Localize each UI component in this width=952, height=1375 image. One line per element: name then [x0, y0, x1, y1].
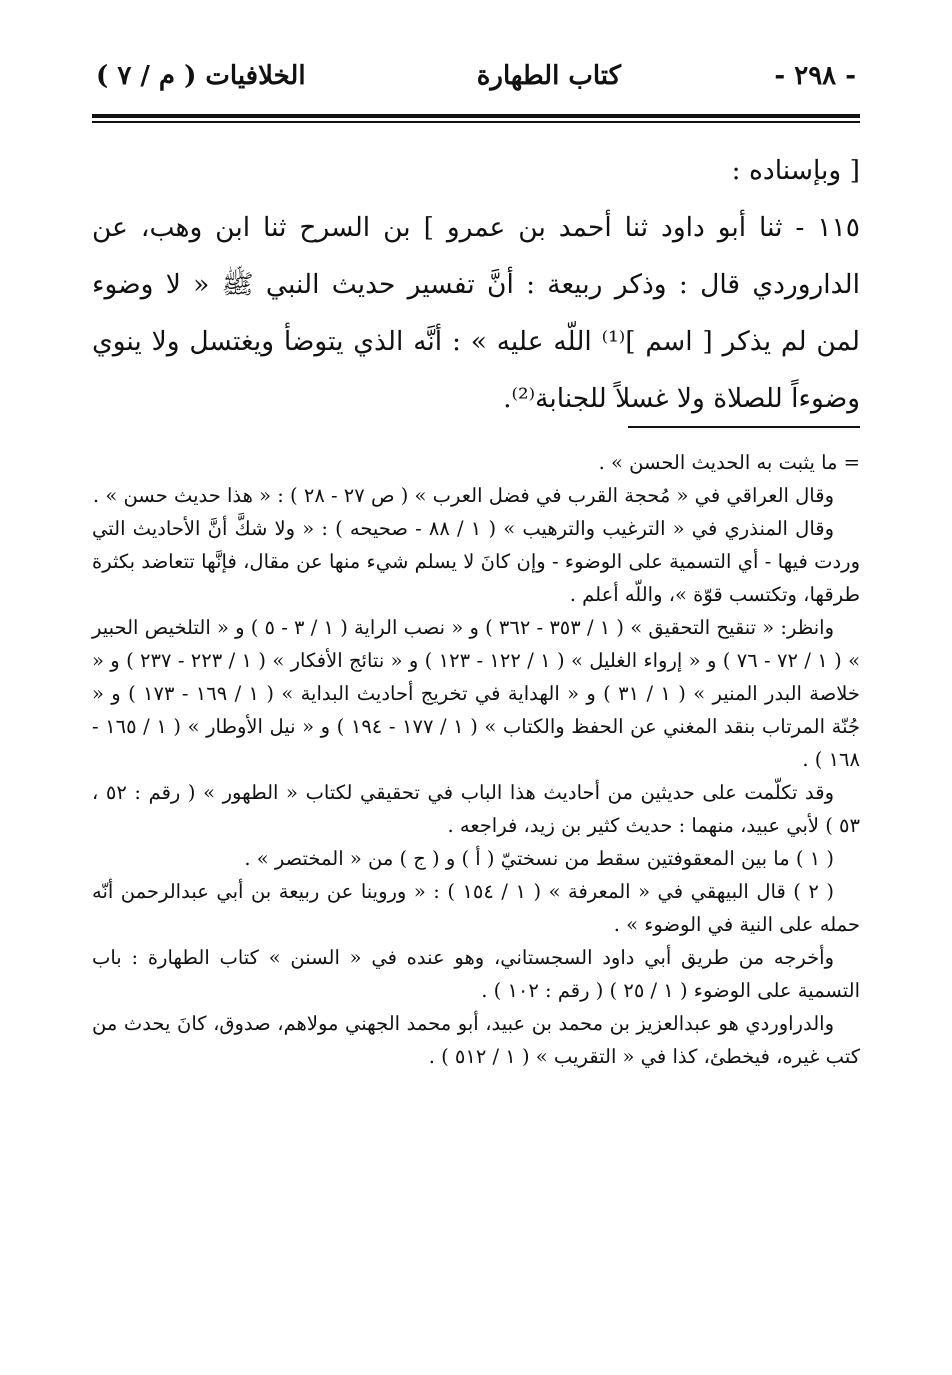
page-number: - ٢٩٨ - — [774, 61, 856, 91]
book-title: كتاب الطهارة — [476, 61, 621, 91]
main-paragraph: [ وبإسناده : — [731, 155, 860, 186]
footnote-paragraph: وقد تكلّمت على حديثين من أحاديث هذا الباب في تحقيقي لكتاب « الطهور » ( رقم : ٥٢ ، ٥٣ ) لأبي عبيد، منهما : حديث كثير بن زيد، فراجعه . — [92, 781, 860, 837]
main-paragraph: ١١٥ - ثنا أبو داود ثنا أحمد بن عمرو ] بن السرح ثنا ابن وهب، عن الداروردي قال : وذكر ربيعة : أنَّ تفسير حديث النبي ﷺ « لا وضوء لمن لم يذكر [ اسم ]⁽¹⁾ اللّه عليه » : أنَّه الذي يتوضأ ويغتسل ولا ينوي وضوءاً للصلاة ولا غسلاً للجنابة⁽²⁾. — [92, 212, 860, 414]
page-header — [96, 55, 856, 103]
footnote-paragraph: وأخرجه من طريق أبي داود السجستاني، وهو عنده في « السنن » كتاب الطهارة : باب التسمية على الوضوء ( ١ / ٢٥ ) ( رقم : ١٠٢ ) . — [92, 946, 860, 1002]
footnote-separator — [628, 426, 860, 428]
header-rule-thick — [92, 114, 860, 118]
footnote-paragraph: والدراوردي هو عبدالعزيز بن محمد بن عبيد، أبو محمد الجهني مولاهم، صدوق، كانَ يحدث من كتب غيره، فيخطئ، كذا في « التقريب » ( ١ / ٥١٢ ) . — [92, 1012, 860, 1068]
section-title: الخلافيات ( م / ٧ ) — [96, 61, 306, 91]
footnote-1: ( ١ ) ما بين المعقوفتين سقط من نسختيّ ( أ ) و ( ج ) من « المختصر » . — [244, 847, 834, 870]
footnotes — [92, 446, 860, 1073]
main-text — [92, 142, 860, 427]
footnote-paragraph: وانظر: « تنقيح التحقيق » ( ١ / ٣٥٣ - ٣٦٢ ) و « نصب الراية ( ١ / ٣ - ٥ ) و « التلخيص الحبير » ( ١ / ٧٢ - ٧٦ ) و « إرواء الغليل » ( ١ / ١٢٢ - ١٢٣ ) و « نتائج الأفكار » ( ١ / ٢٢٣ - ٢٣٧ ) و « خلاصة البدر المنير » ( ١ / ٣١ ) و « الهداية في تخريج أحاديث البداية » ( ١ / ١٦٩ - ١٧٣ ) و « جُنّة المرتاب بنقد المغني عن الحفظ والكتاب » ( ١ / ١٧٧ - ١٩٤ ) و « نيل الأوطار » ( ١ / ١٦٥ - ١٦٨ ) . — [92, 616, 861, 771]
footnote-paragraph: وقال المنذري في « الترغيب والترهيب » ( ١ / ٨٨ - صحيحه ) : « ولا شكَّ أنَّ الأحاديث التي وردت فيها - أي التسمية على الوضوء - وإن كانَ لا يسلم شيء منها عن مقال، فإنَّها تتعاضد بكثرة طرقها، وتكتسب قوّة »، واللّه أعلم . — [92, 517, 860, 606]
footnote-paragraph: وقال العراقي في « مُحجة القرب في فضل العرب » ( ص ٢٧ - ٢٨ ) : « هذا حديث حسن » . — [92, 484, 834, 507]
footnote-paragraph: = ما يثبت به الحديث الحسن » . — [598, 451, 860, 474]
footnote-2: ( ٢ ) قال البيهقي في « المعرفة » ( ١ / ١٥٤ ) : « وروينا عن ربيعة بن أبي عبدالرحمن أنّه حمله على النية في الوضوء » . — [92, 880, 860, 936]
header-rule-thin — [92, 121, 860, 123]
